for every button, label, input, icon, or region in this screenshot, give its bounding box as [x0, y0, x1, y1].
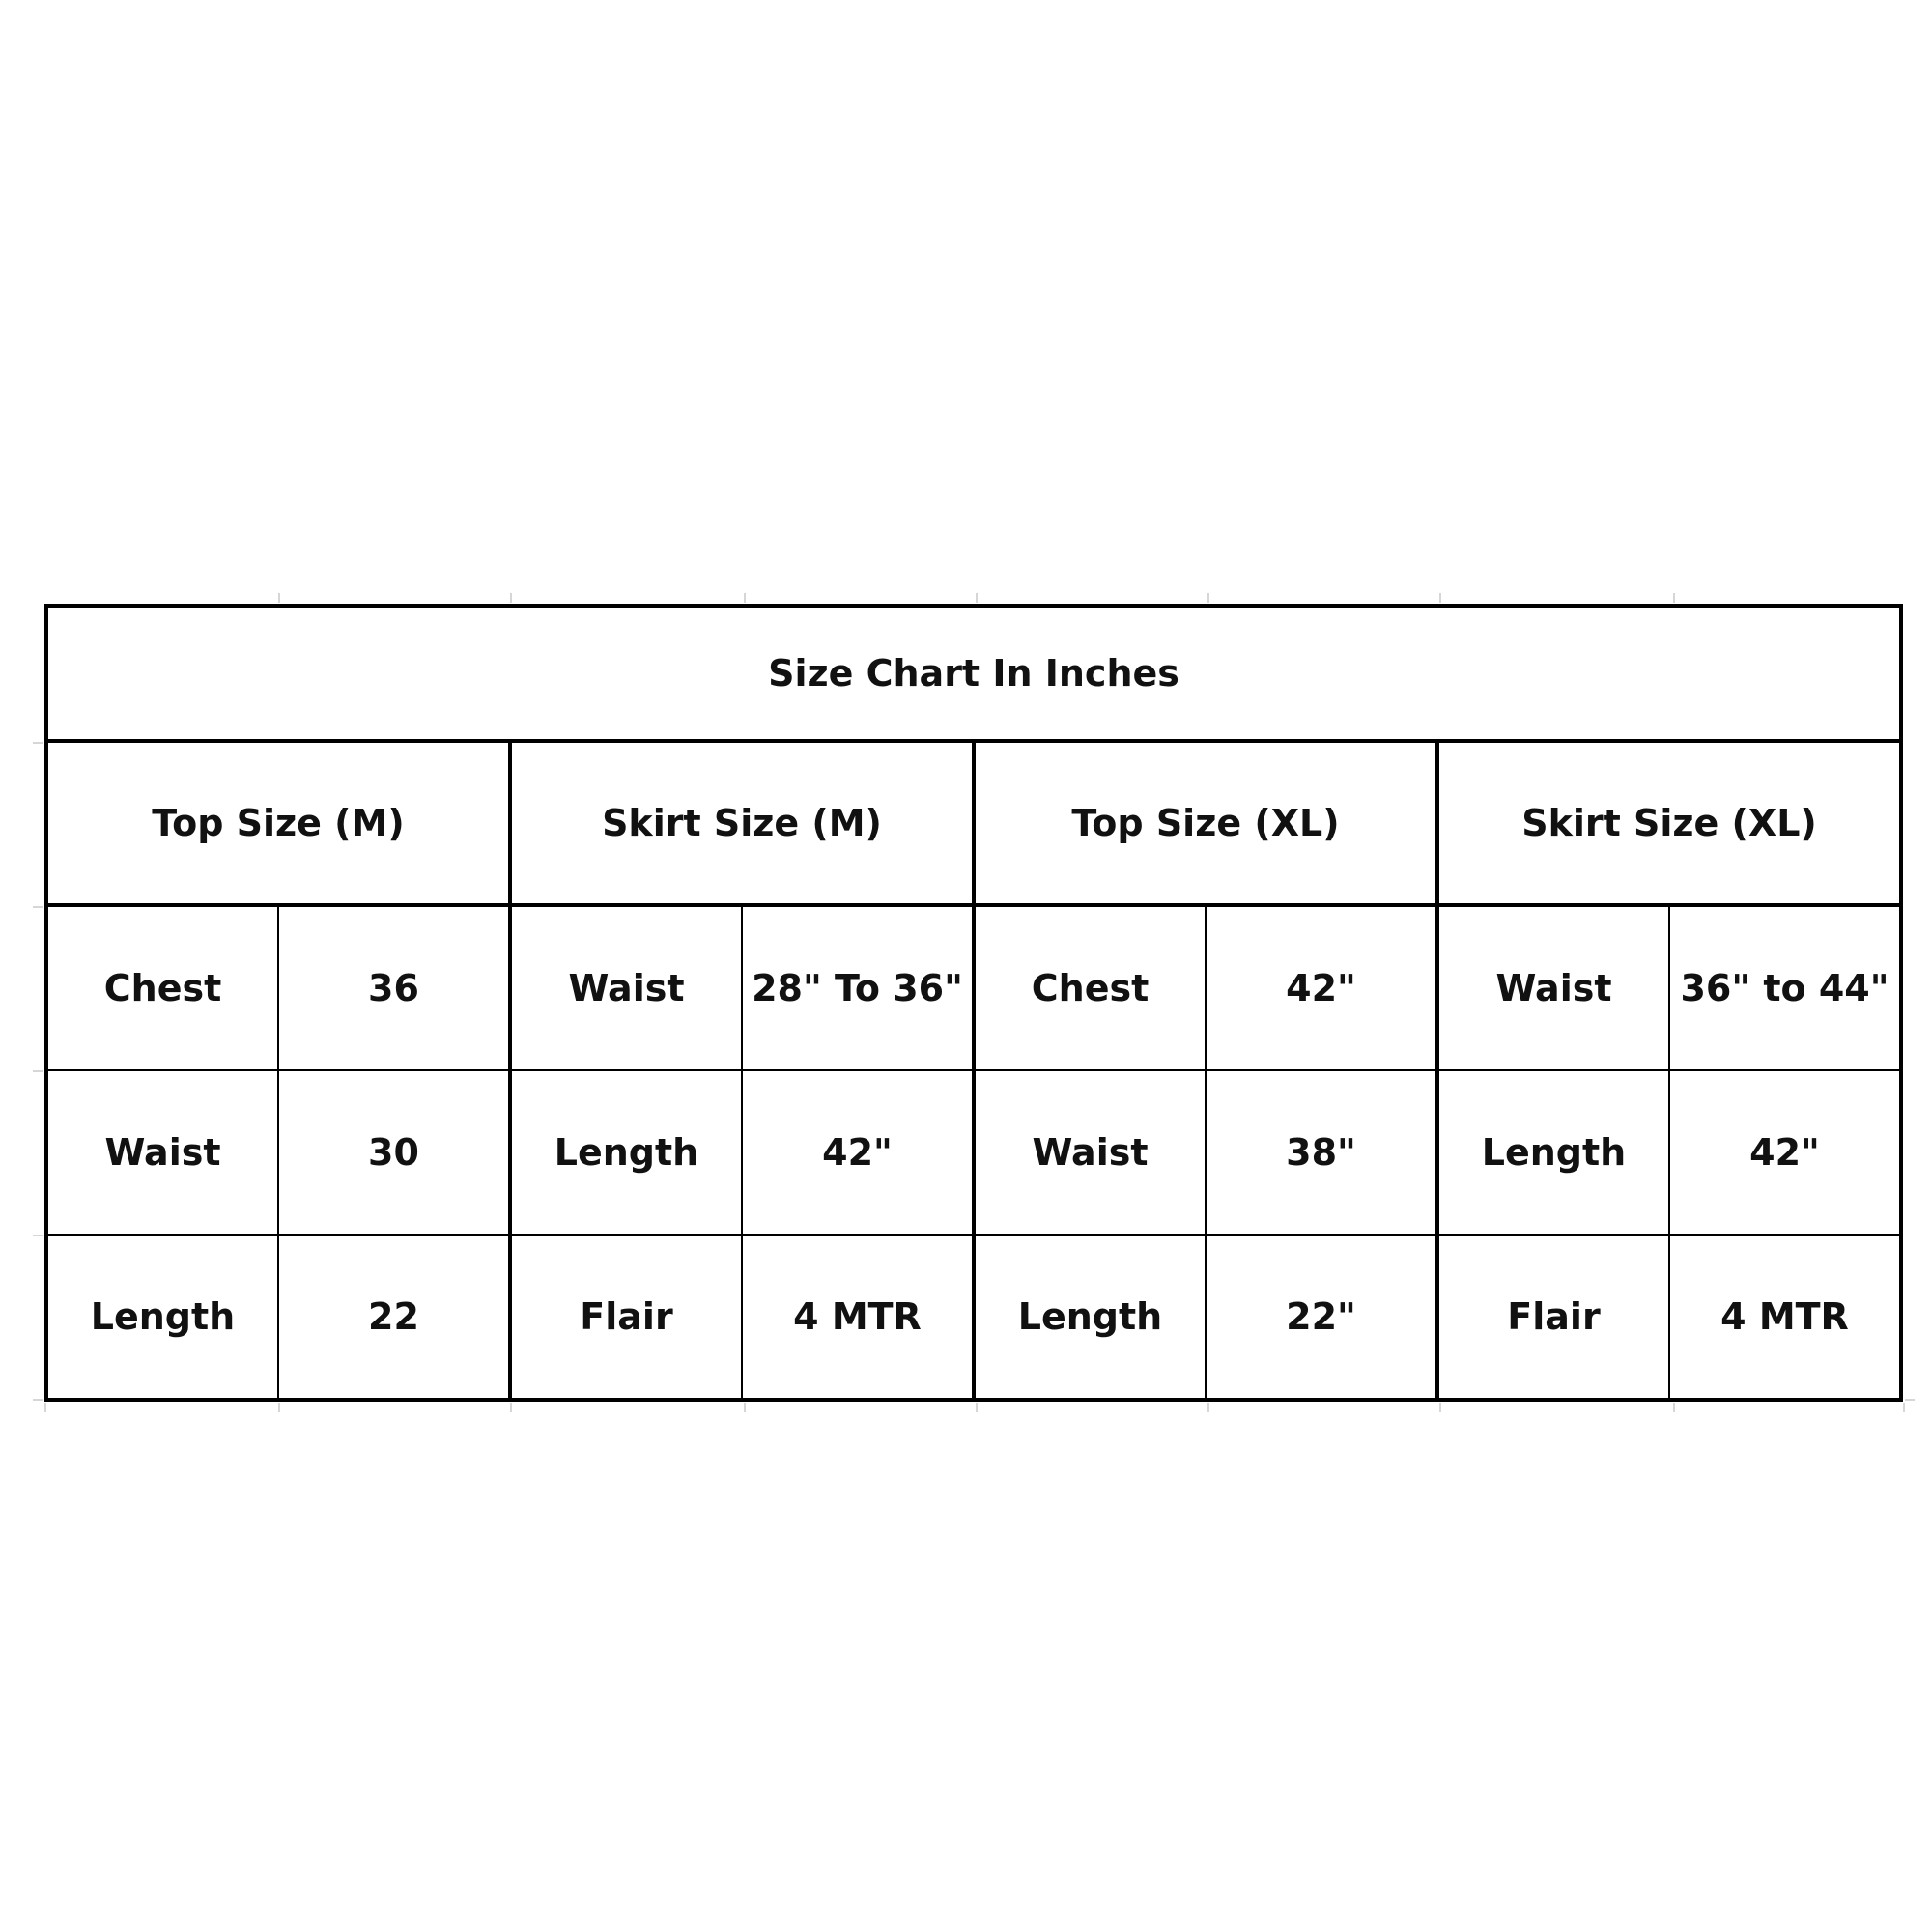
measure-value: 28" To 36" [742, 905, 974, 1070]
grid-tick [278, 593, 280, 603]
table-row [46, 1235, 1901, 1400]
measure-label: Waist [974, 1070, 1206, 1235]
grid-tick [1673, 593, 1675, 603]
measure-label: Length [46, 1235, 278, 1400]
measure-label: Chest [46, 905, 278, 1070]
measure-label: Chest [974, 905, 1206, 1070]
measure-value: 4 MTR [742, 1235, 974, 1400]
grid-tick [976, 593, 978, 603]
chart-title: Size Chart In Inches [46, 606, 1901, 741]
title-row [46, 606, 1901, 741]
grid-tick [1208, 1403, 1209, 1412]
table-row [46, 1070, 1901, 1235]
grid-tick [510, 1403, 512, 1412]
grid-tick [1673, 1403, 1675, 1412]
grid-tick [33, 906, 43, 908]
grid-tick [33, 742, 43, 744]
size-chart-container [44, 604, 1903, 1402]
measure-value: 36" to 44" [1669, 905, 1901, 1070]
grid-tick [1439, 1403, 1441, 1412]
size-chart-table [44, 604, 1903, 1402]
grid-tick [33, 1070, 43, 1072]
measure-label: Flair [1437, 1235, 1669, 1400]
measure-label: Waist [1437, 905, 1669, 1070]
measure-label: Length [1437, 1070, 1669, 1235]
table-row [46, 905, 1901, 1070]
grid-tick [33, 1399, 43, 1401]
grid-tick [278, 1403, 280, 1412]
measure-value: 42" [742, 1070, 974, 1235]
measure-label: Flair [510, 1235, 742, 1400]
grid-tick [1905, 1399, 1915, 1401]
measure-value: 30 [278, 1070, 510, 1235]
group-header-top-xl: Top Size (XL) [974, 741, 1437, 905]
measure-value: 4 MTR [1669, 1235, 1901, 1400]
measure-label: Length [510, 1070, 742, 1235]
measure-label: Waist [510, 905, 742, 1070]
group-header-top-m: Top Size (M) [46, 741, 510, 905]
measure-value: 38" [1206, 1070, 1437, 1235]
grid-tick [1439, 593, 1441, 603]
group-header-skirt-m: Skirt Size (M) [510, 741, 974, 905]
group-header-row [46, 741, 1901, 905]
measure-value: 22" [1206, 1235, 1437, 1400]
grid-tick [33, 1235, 43, 1236]
measure-value: 36 [278, 905, 510, 1070]
grid-tick [44, 1403, 46, 1412]
grid-tick [976, 1403, 978, 1412]
measure-value: 42" [1669, 1070, 1901, 1235]
measure-value: 22 [278, 1235, 510, 1400]
measure-label: Length [974, 1235, 1206, 1400]
measure-value: 42" [1206, 905, 1437, 1070]
grid-tick [510, 593, 512, 603]
grid-tick [744, 1403, 746, 1412]
grid-tick [1208, 593, 1209, 603]
grid-tick [1903, 1403, 1905, 1412]
measure-label: Waist [46, 1070, 278, 1235]
grid-tick [744, 593, 746, 603]
group-header-skirt-xl: Skirt Size (XL) [1437, 741, 1901, 905]
